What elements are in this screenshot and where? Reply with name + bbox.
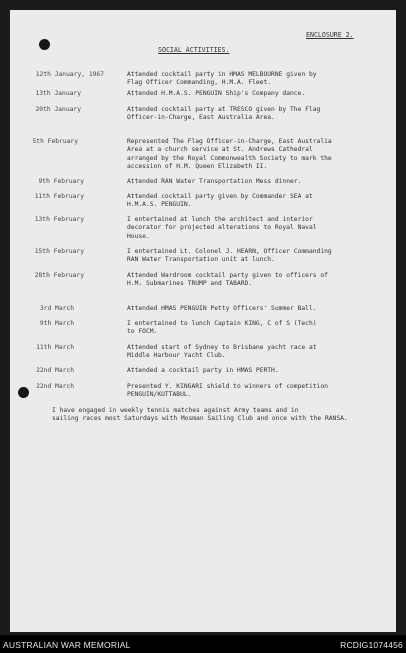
entry-text: Attended cocktail party given by Commander SEA at H.M.A.S. PENGUIN. (127, 193, 313, 209)
entry-date: 22nd March (36, 367, 74, 374)
entry-date: 20th January (35, 106, 81, 113)
closing-paragraph: I have engaged in weekly tennis matches against Army teams and in sailing races most Saturdays with Mosman Sailing Club and once with the RANSA. (52, 407, 348, 423)
entry-date: 9th February (38, 178, 84, 185)
entry-text: I entertained to lunch Captain KING, C of S (Tech) to FOCM. (127, 320, 317, 336)
entry-date: 11th March (36, 344, 74, 351)
entry-text: Attended cocktail party at TRESCO given by The Flag Officer-in-Charge, East Australia Area. (127, 106, 321, 122)
footer-record-id: RCDIG1074456 (340, 640, 403, 650)
entry-text: Attended RAN Water Transportation Mess dinner. (127, 178, 302, 185)
footer-institution: AUSTRALIAN WAR MEMORIAL (3, 640, 131, 650)
entry-date: 13th February (34, 216, 84, 223)
entry-text: I entertained Lt. Colonel J. HEARN, Officer Commanding RAN Water Transportation unit at lunch. (127, 248, 332, 264)
entry-date: 15th February (34, 248, 84, 255)
enclosure-label: ENCLOSURE 2. (306, 31, 354, 39)
entry-text: Attended start of Sydney to Brisbane yacht race at Middle Harbour Yacht Club. (127, 344, 317, 360)
punch-hole (39, 39, 50, 50)
entry-text: I entertained at lunch the architect and interior decorator for projected alterations to Royal Naval House. (127, 216, 317, 240)
entry-text: Presented Y. KINGARI shield to winners of competition PENGUIN/KUTTABUL. (127, 383, 328, 399)
entry-text: Attended cocktail party in HMAS MELBOURNE given by Flag Officer Commanding, H.M.A. Fleet. (127, 71, 317, 87)
entry-date: 28th February (34, 272, 84, 279)
entry-text: Attended H.M.A.S. PENGUIN Ship's Company dance. (127, 90, 306, 97)
entry-text: Attended HMAS PENGUIN Petty Officers' Summer Ball. (127, 305, 317, 312)
entry-date: 3rd March (39, 305, 74, 312)
entry-date: 13th January (35, 90, 81, 97)
entry-date: 9th March (39, 320, 74, 327)
entry-date: 11th February (34, 193, 84, 200)
entry-date: 5th February (32, 138, 78, 145)
entry-date: 22nd March (36, 383, 74, 390)
entry-date: 12th January, 1967 (35, 71, 104, 78)
entry-text: Attended a cocktail party in HMAS PERTH. (127, 367, 279, 374)
entry-text: Attended Wardroom cocktail party given to officers of H.M. Submarines TRUMP and TABARD. (127, 272, 328, 288)
entry-text: Represented The Flag Officer-in-Charge, East Australia Area at a church service at St. Andrews Cathedral arranged by the Royal Commonwealth Society to mark the accession of H.M. Queen Elizabeth II. (127, 138, 332, 171)
page-heading: SOCIAL ACTIVITIES. (158, 46, 230, 54)
